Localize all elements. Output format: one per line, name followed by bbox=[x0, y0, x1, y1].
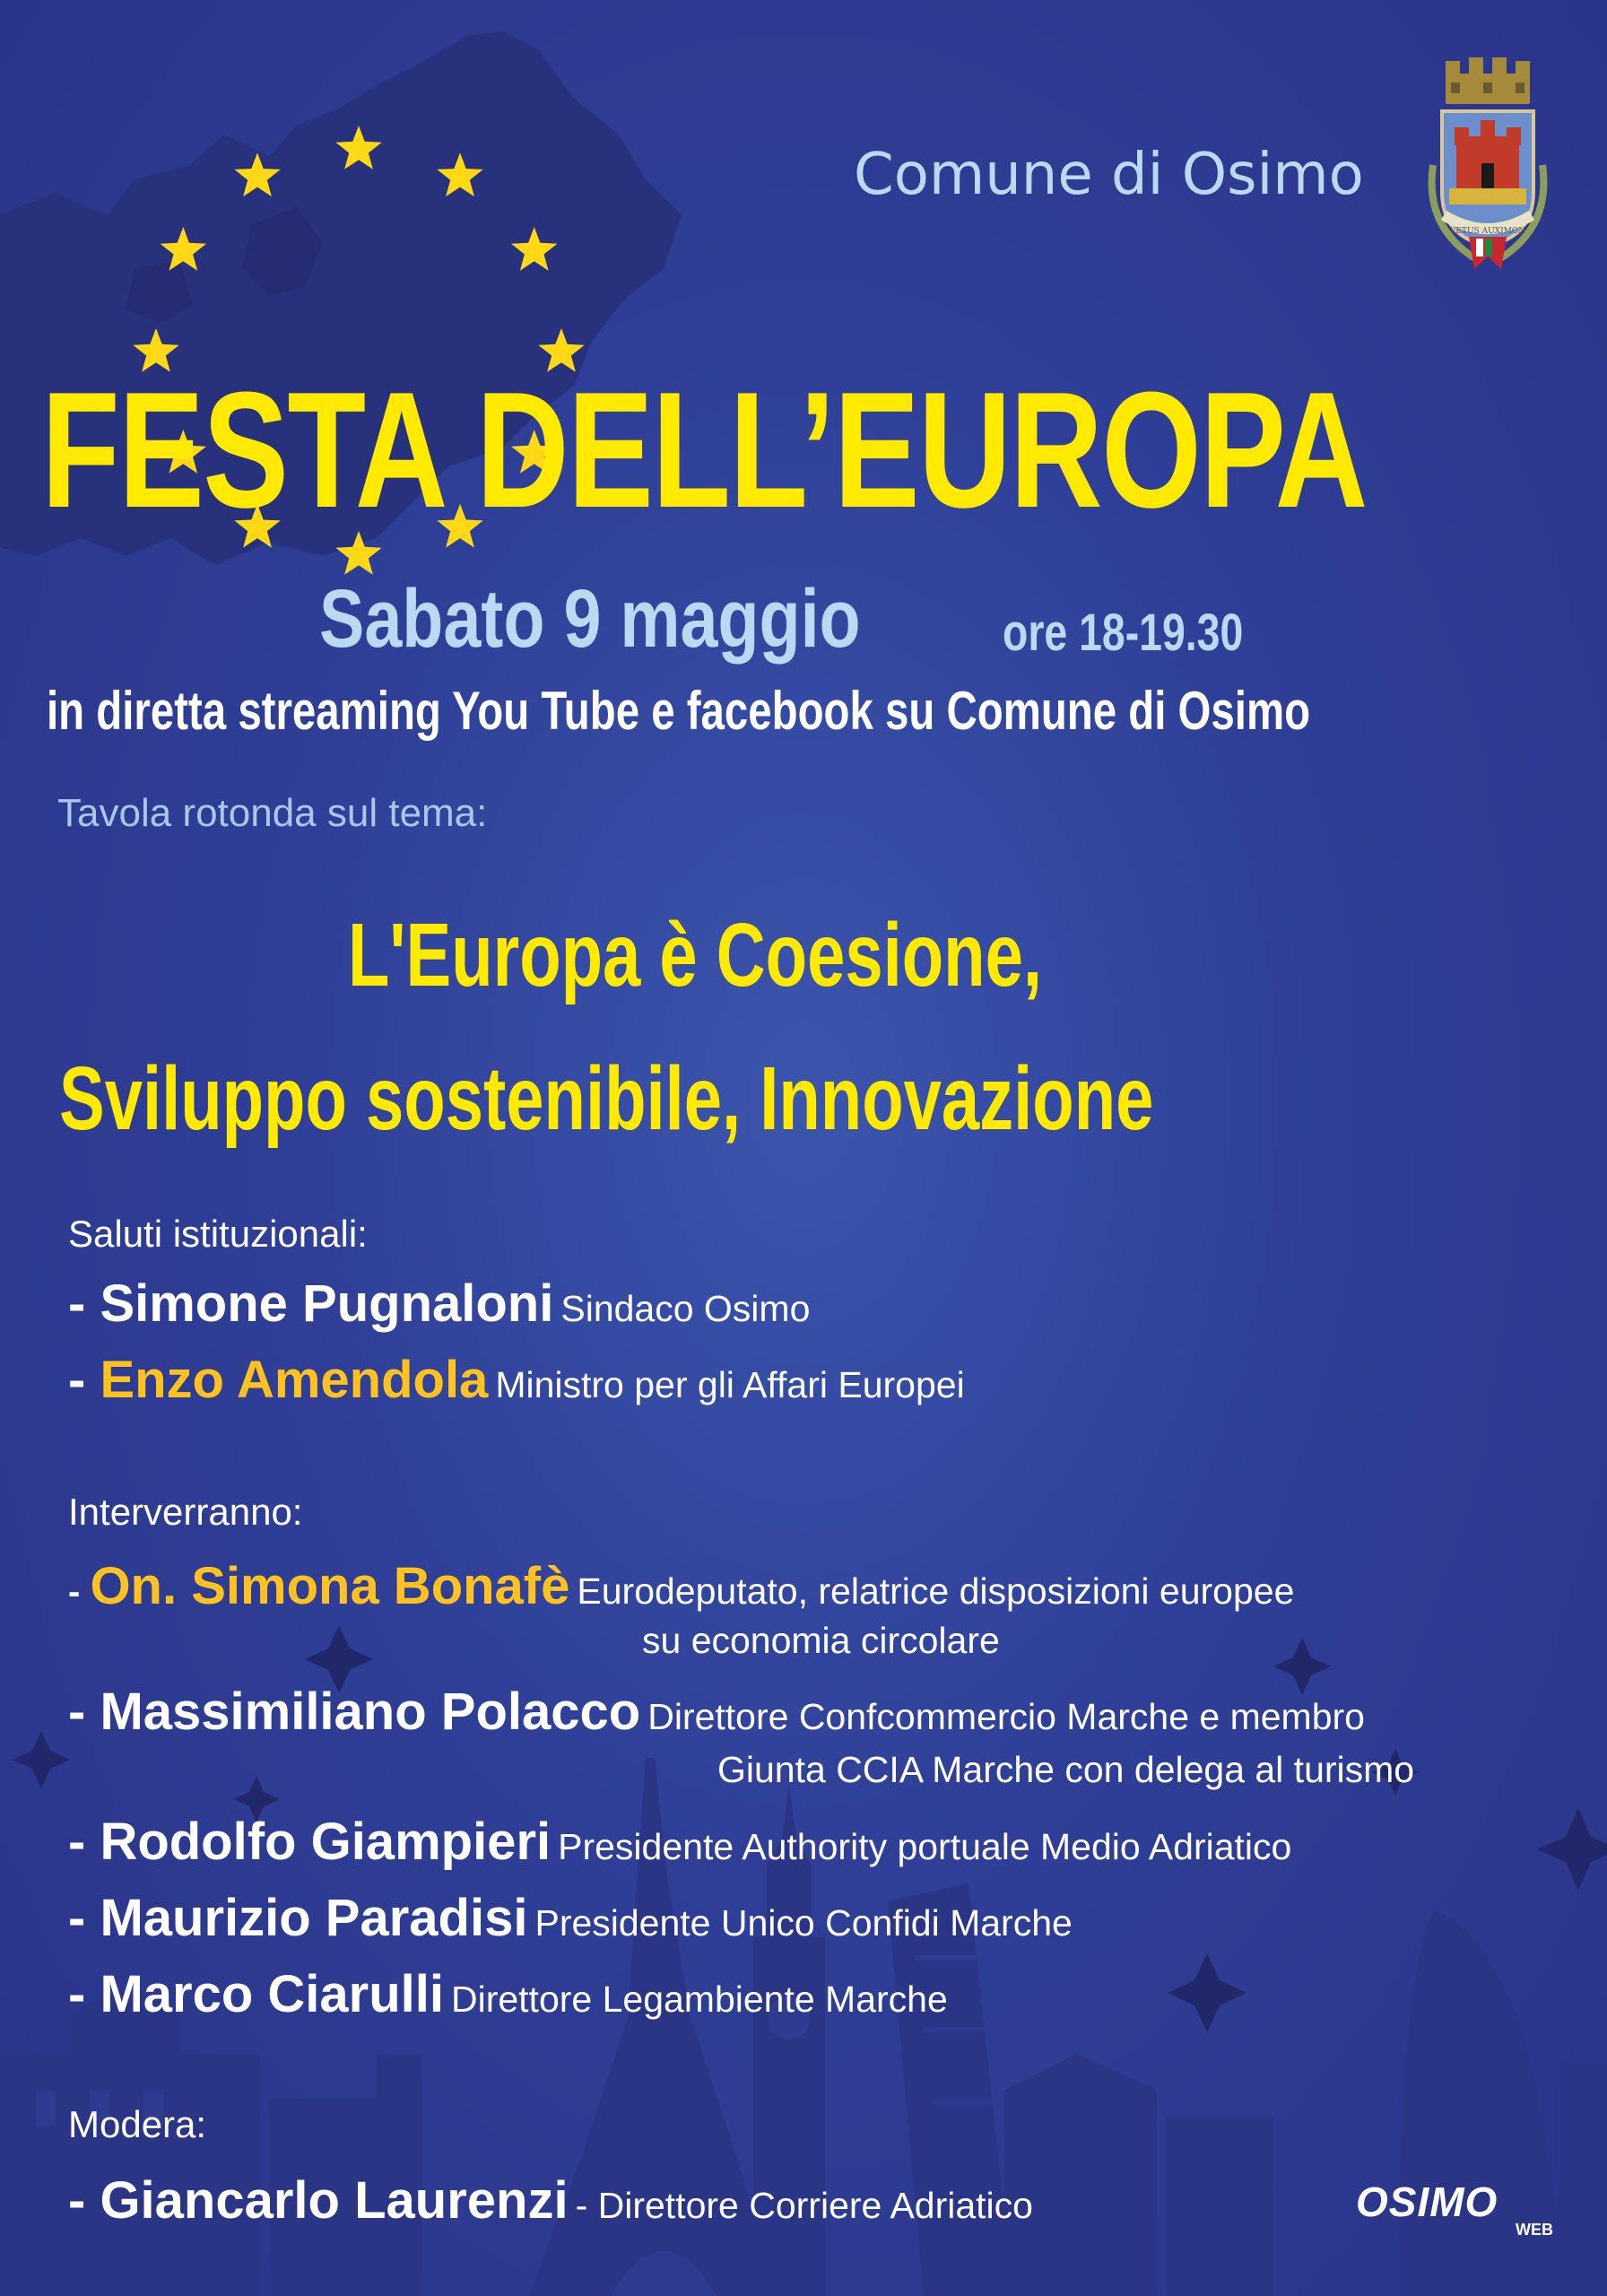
speaker-dash: - bbox=[68, 1683, 100, 1741]
speaker-role: Direttore Confcommercio Marche e membro bbox=[647, 1696, 1365, 1737]
speaker-row bbox=[68, 1682, 1365, 1742]
svg-text:VETUS AUXIMON: VETUS AUXIMON bbox=[1449, 227, 1526, 236]
speaker-row bbox=[68, 1888, 1073, 1948]
speaker-dash: - bbox=[68, 1889, 100, 1947]
speaker-dash: - bbox=[68, 1965, 100, 2023]
topic-line-1: L'Europa è Coesione, bbox=[348, 905, 1043, 1005]
event-date-line bbox=[319, 572, 1244, 666]
speaker-row bbox=[68, 1964, 948, 2024]
speaker-name: Rodolfo Giampieri bbox=[100, 1813, 552, 1871]
speaker-role-continued: Giunta CCIA Marche con delega al turismo bbox=[717, 1749, 1415, 1790]
organizer-name: Comune di Osimo bbox=[854, 142, 1364, 208]
speaker-dash: - bbox=[68, 1274, 100, 1333]
speaker-dash: - bbox=[68, 1572, 91, 1612]
speaker-row bbox=[68, 1556, 1294, 1616]
speaker-name: Simone Pugnaloni bbox=[100, 1274, 554, 1333]
event-title: FESTA DELL’EUROPA bbox=[41, 357, 1367, 542]
osimo-web-logo-sub: WEB bbox=[1516, 2221, 1553, 2239]
streaming-info: in diretta streaming You Tube e facebook su Comune di Osimo bbox=[47, 681, 1311, 741]
speaker-name: Maurizio Paradisi bbox=[100, 1889, 528, 1947]
osimo-web-logo: OSIMO bbox=[1356, 2179, 1498, 2225]
speaker-role: Sindaco Osimo bbox=[560, 1288, 811, 1329]
coat-of-arms-emblem bbox=[1415, 57, 1560, 273]
moderator-role: - Direttore Corriere Adriatico bbox=[575, 2185, 1033, 2226]
event-date: Sabato 9 maggio bbox=[319, 573, 861, 665]
event-time: ore 18-19.30 bbox=[1003, 604, 1244, 662]
moderator-label: Modera: bbox=[68, 2103, 207, 2145]
speaker-name: Massimiliano Polacco bbox=[100, 1683, 641, 1741]
speaker-row bbox=[68, 1274, 810, 1334]
speaker-role: Direttore Legambiente Marche bbox=[450, 1979, 948, 2020]
speaker-dash: - bbox=[68, 2171, 100, 2230]
speaker-name: Enzo Amendola bbox=[100, 1351, 489, 1409]
speaker-role: Ministro per gli Affari Europei bbox=[495, 1364, 965, 1405]
interventions-label: Interverranno: bbox=[68, 1491, 303, 1533]
moderator-name: Giancarlo Laurenzi bbox=[100, 2171, 569, 2230]
speaker-role: Eurodeputato, relatrice disposizioni europee bbox=[577, 1570, 1295, 1612]
round-table-label: Tavola rotonda sul tema: bbox=[57, 791, 488, 835]
speaker-role: Presidente Authority portuale Medio Adriatico bbox=[558, 1826, 1292, 1867]
speaker-row bbox=[68, 2170, 1033, 2231]
topic-line-2: Sviluppo sostenibile, Innovazione bbox=[59, 1048, 1154, 1149]
speaker-name: Marco Ciarulli bbox=[100, 1965, 444, 2023]
speaker-role: Presidente Unico Confidi Marche bbox=[534, 1902, 1073, 1944]
speaker-role-continued: su economia circolare bbox=[642, 1620, 1000, 1661]
speaker-name: On. Simona Bonafè bbox=[90, 1557, 570, 1615]
speaker-dash: - bbox=[68, 1351, 100, 1409]
speaker-dash: - bbox=[68, 1813, 100, 1871]
speaker-row bbox=[68, 1350, 965, 1410]
speaker-row bbox=[68, 1812, 1291, 1872]
greetings-label: Saluti istituzionali: bbox=[68, 1213, 368, 1255]
